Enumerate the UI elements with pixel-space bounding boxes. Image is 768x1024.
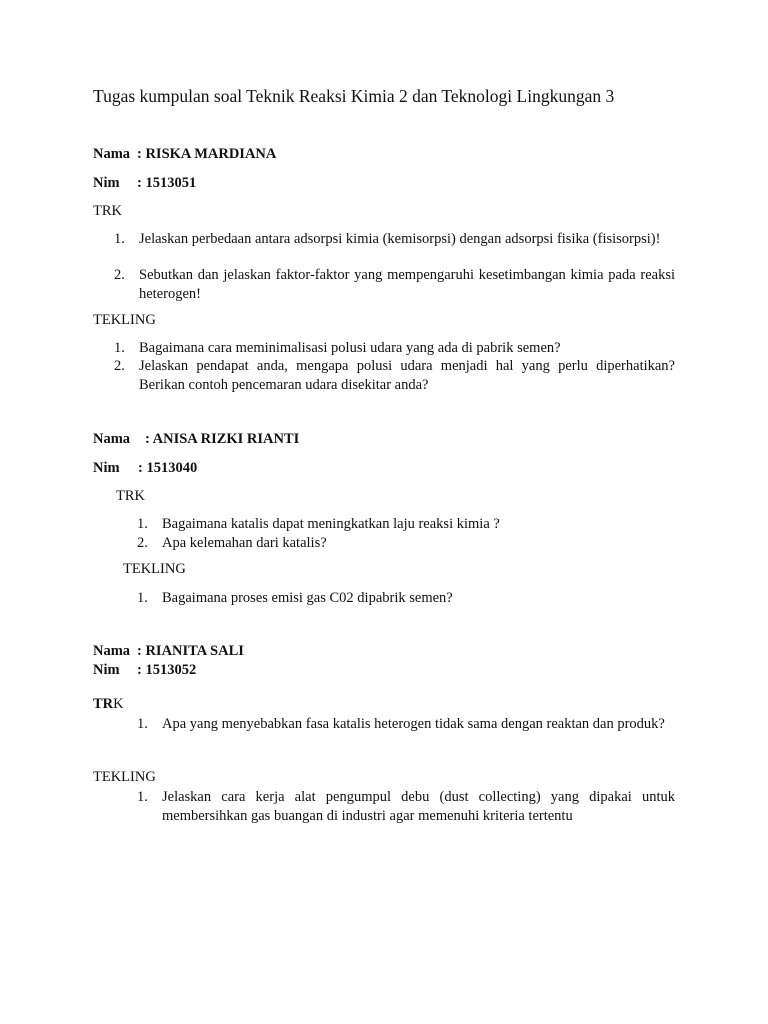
trk-heading-bold: TR bbox=[93, 696, 114, 712]
nim-value: : 1513040 bbox=[138, 460, 198, 476]
question-text: Apa yang menyebabkan fasa katalis heterogen tidak sama dengan reaktan dan produk? bbox=[162, 716, 665, 732]
list-item bbox=[137, 715, 675, 734]
list-item bbox=[137, 589, 675, 608]
question-text: Jelaskan perbedaan antara adsorpsi kimia (kemisorpsi) dengan adsorpsi fisika (fisisorpsi)! bbox=[139, 231, 661, 247]
student-3-tekling-heading: TEKLING bbox=[93, 769, 156, 785]
nim-label: Nim bbox=[93, 662, 120, 678]
question-text: Bagaimana katalis dapat meningkatkan laju reaksi kimia ? bbox=[162, 516, 500, 532]
student-1-name-row bbox=[93, 146, 276, 163]
name-value: : RIANITA SALI bbox=[137, 643, 244, 659]
question-number: 1. bbox=[137, 789, 148, 805]
question-text: Bagaimana cara meminimalisasi polusi udara yang ada di pabrik semen? bbox=[139, 340, 561, 356]
question-number: 1. bbox=[137, 590, 148, 606]
document-title: Tugas kumpulan soal Teknik Reaksi Kimia 2 dan Teknologi Lingkungan 3 bbox=[93, 86, 615, 106]
nim-value: : 1513052 bbox=[137, 662, 197, 678]
question-text: Jelaskan cara kerja alat pengumpul debu (dust collecting) yang dipakai untuk membersihkan gas buangan di industri agar memenuhi kriteria tertentu bbox=[162, 789, 675, 824]
nim-label: Nim bbox=[93, 460, 120, 476]
list-item bbox=[114, 357, 675, 395]
list-item bbox=[114, 266, 675, 304]
name-value: : RISKA MARDIANA bbox=[137, 146, 277, 162]
student-2-nim-row bbox=[93, 460, 197, 477]
question-number: 1. bbox=[114, 340, 125, 356]
student-2-trk-heading: TRK bbox=[116, 488, 145, 504]
student-2-tekling-heading: TEKLING bbox=[123, 561, 186, 577]
list-item bbox=[114, 230, 675, 249]
name-label: Nama bbox=[93, 431, 131, 447]
list-item bbox=[137, 788, 675, 826]
student-3-trk-heading bbox=[93, 696, 124, 713]
list-item bbox=[137, 534, 675, 553]
question-number: 1. bbox=[137, 516, 148, 532]
question-text: Bagaimana proses emisi gas C02 dipabrik semen? bbox=[162, 590, 453, 606]
student-1-nim-row bbox=[93, 175, 196, 192]
student-2-name-row bbox=[93, 431, 299, 448]
question-number: 1. bbox=[114, 231, 125, 247]
name-label: Nama bbox=[93, 643, 131, 659]
name-value: : ANISA RIZKI RIANTI bbox=[145, 431, 300, 447]
question-number: 2. bbox=[114, 358, 125, 374]
question-number: 2. bbox=[114, 267, 125, 283]
question-number: 1. bbox=[137, 716, 148, 732]
nim-value: : 1513051 bbox=[137, 175, 197, 191]
question-text: Sebutkan dan jelaskan faktor-faktor yang mempengaruhi kesetimbangan kimia pada reaksi heterogen! bbox=[139, 267, 675, 302]
student-1-tekling-heading: TEKLING bbox=[93, 312, 156, 328]
question-text: Apa kelemahan dari katalis? bbox=[162, 535, 327, 551]
student-3-nim-row bbox=[93, 662, 196, 679]
question-number: 2. bbox=[137, 535, 148, 551]
nim-label: Nim bbox=[93, 175, 120, 191]
list-item bbox=[137, 515, 675, 534]
question-text: Jelaskan pendapat anda, mengapa polusi udara menjadi hal yang perlu diperhatikan? Berikan contoh pencemaran udara disekitar anda? bbox=[139, 358, 675, 393]
student-3-name-row bbox=[93, 643, 244, 660]
trk-heading-rest: K bbox=[113, 696, 124, 712]
name-label: Nama bbox=[93, 146, 131, 162]
list-item bbox=[114, 339, 675, 358]
student-1-trk-heading: TRK bbox=[93, 203, 122, 219]
